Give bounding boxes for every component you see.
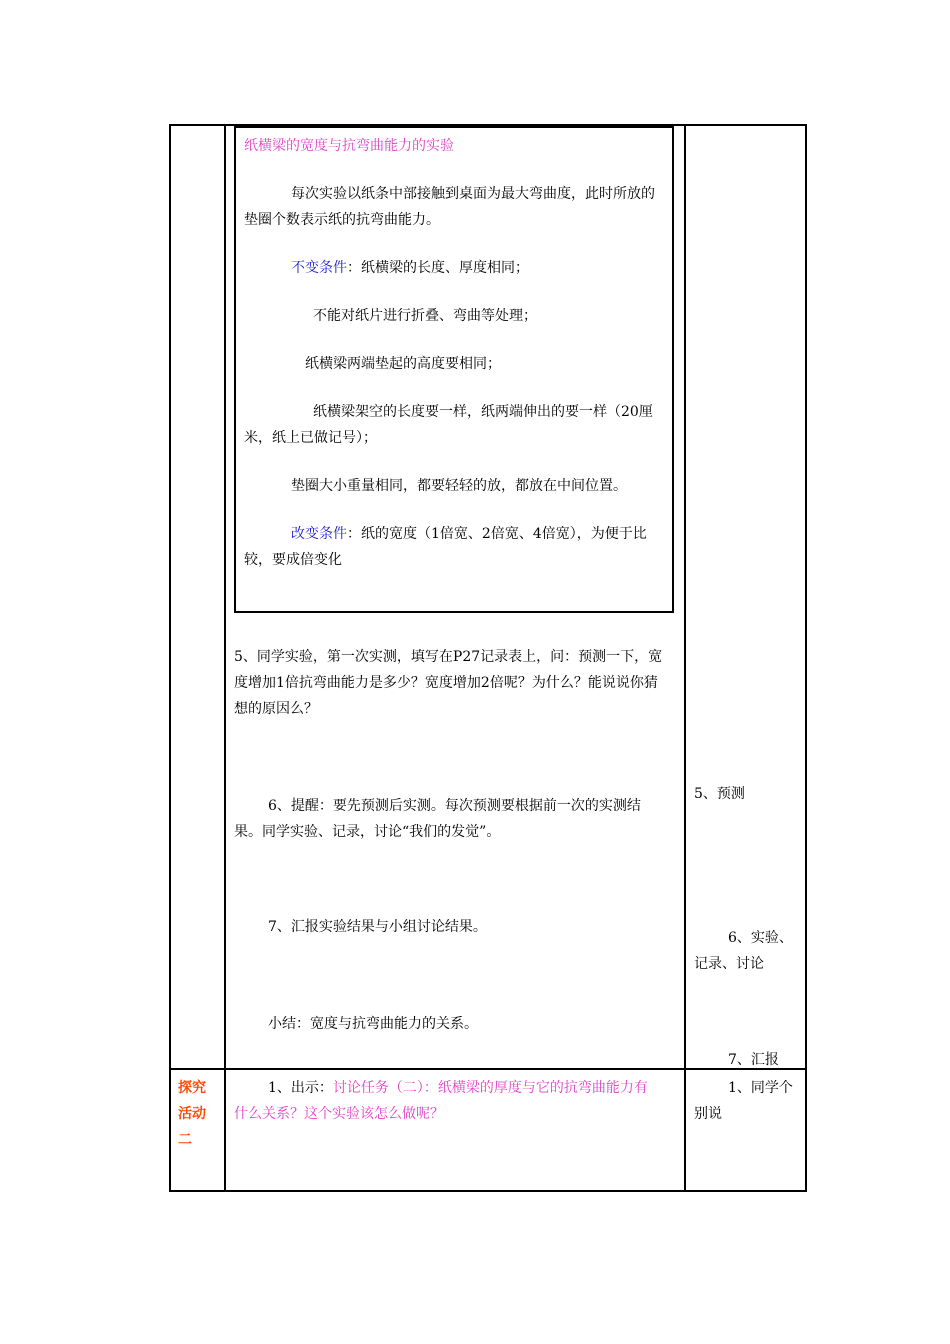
activity-2-label: 活动: [178, 1106, 206, 1122]
table-left-border: [169, 124, 171, 1192]
box-paragraph-line: 垫圈个数表示纸的抗弯曲能力。: [244, 212, 440, 228]
activity-2-label: 探究: [178, 1080, 206, 1096]
changed-text: ：纸的宽度（1倍宽、2倍宽、4倍宽），为便于比: [347, 526, 647, 542]
task-text: 讨论任务（二）：纸横梁的厚度与它的抗弯曲能力有: [332, 1080, 648, 1096]
unchanged-condition-line: 不能对纸片进行折叠、弯曲等处理；: [313, 308, 537, 324]
unchanged-condition-line: 纸横梁两端垫起的高度要相同；: [305, 356, 501, 372]
table-col1-divider: [224, 124, 226, 1192]
step-5-line: 想的原因么？: [234, 701, 318, 717]
table-row-divider: [169, 1068, 807, 1070]
student-step-6: 记录、讨论: [694, 956, 764, 972]
table-col2-divider: [684, 124, 686, 1192]
activity-2-task-line: 什么关系？这个实验该怎么做呢？: [234, 1106, 444, 1122]
table-right-border: [805, 124, 807, 1192]
task-prefix: 1、出示：: [268, 1080, 333, 1096]
student-step-7: 7、汇报: [728, 1052, 779, 1068]
step-7: 7、汇报实验结果与小组讨论结果。: [268, 919, 487, 935]
box-paragraph-line: 每次实验以纸条中部接触到桌面为最大弯曲度，此时所放的: [291, 186, 655, 202]
unchanged-condition-line: 纸横梁架空的长度要一样，纸两端伸出的要一样（20厘: [313, 404, 653, 420]
changed-label: 改变条件: [291, 526, 347, 542]
activity-2-student: 别说: [694, 1106, 722, 1122]
step-6-line: 6、提醒：要先预测后实测。每次预测要根据前一次的实测结: [268, 798, 641, 814]
student-step-5: 5、预测: [694, 786, 745, 802]
unchanged-label: 不变条件: [291, 260, 347, 276]
activity-2-label: 二: [178, 1132, 192, 1148]
step-5-line: 5、同学实验，第一次实测，填写在P27记录表上，问：预测一下，宽: [234, 649, 663, 665]
activity-2-task-line: [268, 1075, 648, 1101]
table-bottom-border: [169, 1190, 807, 1192]
student-step-6: 6、实验、: [728, 930, 793, 946]
summary: 小结：宽度与抗弯曲能力的关系。: [268, 1016, 478, 1032]
experiment-title: 纸横梁的宽度与抗弯曲能力的实验: [244, 138, 454, 154]
unchanged-condition-line: 垫圈大小重量相同，都要轻轻的放，都放在中间位置。: [291, 478, 627, 494]
step-6-line: 果。同学实验、记录，讨论“我们的发觉”。: [234, 824, 501, 840]
unchanged-text: ：纸横梁的长度、厚度相同；: [347, 260, 529, 276]
unchanged-condition-line: [291, 255, 529, 281]
unchanged-condition-line: 米，纸上已做记号）；: [244, 430, 377, 446]
changed-condition-line: 较，要成倍变化: [244, 552, 342, 568]
changed-condition-line: [291, 521, 647, 547]
step-5-line: 度增加1倍抗弯曲能力是多少？宽度增加2倍呢？为什么？能说说你猜: [234, 675, 658, 691]
activity-2-student: 1、同学个: [728, 1080, 793, 1096]
